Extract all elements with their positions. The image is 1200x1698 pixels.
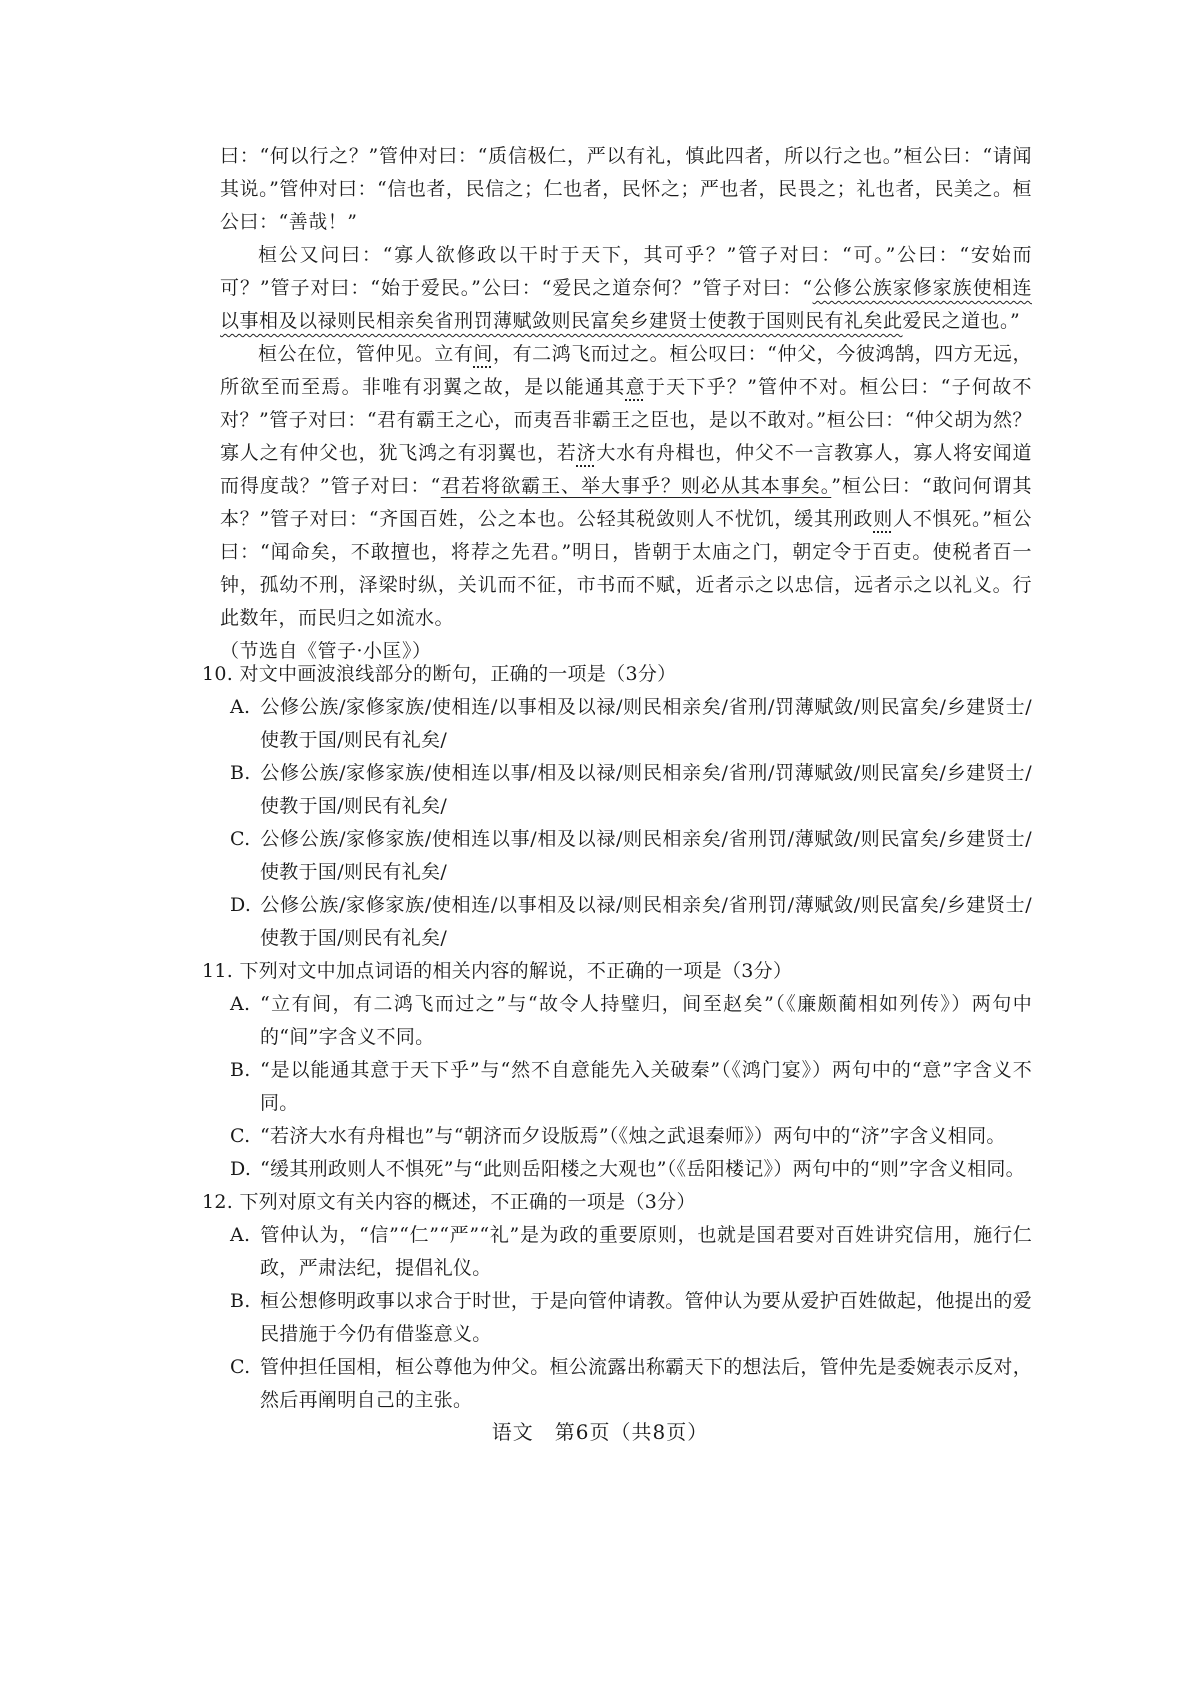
dotted-word-ji: 济: [576, 442, 597, 464]
dotted-word-yi: 意: [625, 376, 646, 398]
classical-passage: [220, 140, 1032, 668]
option-a: A. 管仲认为，“信”“仁”“严”“礼”是为政的重要原则，也就是国君要对百姓讲究信用，施行仁政，严肃法纪，提倡礼仪。: [230, 1224, 1032, 1279]
passage-paragraph-1: 曰：“何以行之？”管仲对曰：“质信极仁，严以有礼，慎此四者，所以行之也。”桓公曰：“请闻其说。”管仲对曰：“信也者，民信之；仁也者，民怀之；严也者，民畏之；礼也者，民美之。桓公曰：“善哉！”: [220, 145, 1032, 233]
question-12: [202, 1186, 1032, 1417]
dotted-word-jian: 间: [473, 343, 494, 365]
page-footer: 语文 第6页（共8页）: [491, 1420, 709, 1444]
question-list: [202, 658, 1032, 1417]
option-c: C. “若济大水有舟楫也”与“朝济而夕设版焉”（《烛之武退秦师》）两句中的“济”字含义相同。: [230, 1125, 1006, 1147]
dotted-word-ze: 则: [873, 508, 893, 530]
option-d: D. 公修公族/家修家族/使相连/以事相及以禄/则民相亲矣/省刑罚/薄赋敛/则民富矣/乡建贤士/使教于国/则民有礼矣/: [230, 894, 1032, 949]
option-b: B. 公修公族/家修家族/使相连以事/相及以禄/则民相亲矣/省刑/罚薄赋敛/则民富矣/乡建贤士/使教于国/则民有礼矣/: [230, 762, 1032, 817]
question-11: [202, 955, 1032, 1186]
option-b: B. “是以能通其意于天下乎”与“然不自意能先入关破秦”（《鸿门宴》）两句中的“意”字含义不同。: [230, 1059, 1032, 1114]
option-a: A. 公修公族/家修家族/使相连/以事相及以禄/则民相亲矣/省刑/罚薄赋敛/则民富矣/乡建贤士/使教于国/则民有礼矣/: [230, 696, 1032, 751]
question-10: [202, 658, 1032, 955]
option-c: C. 管仲担任国相，桓公尊他为仲父。桓公流露出称霸天下的想法后，管仲先是委婉表示反对，然后再阐明自己的主张。: [230, 1356, 1033, 1411]
passage-paragraph-3: 桓公在位，管仲见。立有间，有二鸿飞而过之。桓公叹曰：“仲父，今彼鸿鹄，四方无远，所欲至而至焉。非唯有羽翼之故，是以能通其意于天下乎？”管仲不对。桓公曰：“子何故不对？”管子对曰：“君有霸王之心，而夷吾非霸王之臣也，是以不敢对。”桓公曰：“仲父胡为然？寡人之有仲父也，犹飞鸿之有羽翼也，若济大水有舟楫也，仲父不一言教寡人，寡人将安闻道而得度哉？”管子对曰：“君若将欲霸王、举大事乎？则必从其本事矣。”桓公曰：“敢问何谓其本？”管子对曰：“齐国百姓，公之本也。公轻其税敛则人不忧饥，缓其刑政则人不惧死。”桓公曰：“闻命矣，不敢擅也，将荐之先君。”明日，皆朝于太庙之门，朝定令于百吏。使税者百一钟，孤幼不刑，泽梁时纵，关讥而不征，市书而不赋，近者示之以忠信，远者示之以礼义。行此数年，而民归之如流水。: [220, 343, 1032, 629]
question-stem: 11. 下列对文中加点词语的相关内容的解说，不正确的一项是（3分）: [202, 960, 793, 982]
option-b: B. 桓公想修明政事以求合于时世，于是向管仲请教。管仲认为要从爱护百姓做起，他提出的爱民措施于今仍有借鉴意义。: [230, 1290, 1033, 1345]
passage-paragraph-2: 桓公又问曰：“寡人欲修政以干时于天下，其可乎？”管子对曰：“可。”公曰：“安始而可？”管子对曰：“始于爱民。”公曰：“爱民之道奈何？”管子对曰：“公修公族家修家族使相连以事相及以禄则民相亲矣省刑罚薄赋敛则民富矣乡建贤士使教于国则民有礼矣此爱民之道也。”: [220, 244, 1032, 332]
option-c: C. 公修公族/家修家族/使相连以事/相及以禄/则民相亲矣/省刑罚/薄赋敛/则民富矣/乡建贤士/使教于国/则民有礼矣/: [230, 828, 1032, 883]
straight-underlined-text: 君若将欲霸王、举大事乎？则必从其本事矣。: [440, 475, 832, 497]
wavy-underlined-text: 公修公族家修家族使相连以事相及以禄则民相亲矣省刑罚薄赋敛则民富矣乡建贤士使教于国则民有礼矣此: [220, 277, 1032, 332]
question-stem: 10. 对文中画波浪线部分的断句，正确的一项是（3分）: [202, 663, 677, 685]
option-a: A. “立有间，有二鸿飞而过之”与“故令人持璧归，间至赵矣”（《廉颇蔺相如列传》）两句中的“间”字含义不同。: [230, 993, 1032, 1048]
option-d: D. “缓其刑政则人不惧死”与“此则岳阳楼之大观也”（《岳阳楼记》）两句中的“则”字含义相同。: [230, 1158, 1025, 1180]
question-stem: 12. 下列对原文有关内容的概述，不正确的一项是（3分）: [202, 1191, 696, 1213]
passage-source: （节选自《管子·小匡》）: [220, 640, 432, 662]
